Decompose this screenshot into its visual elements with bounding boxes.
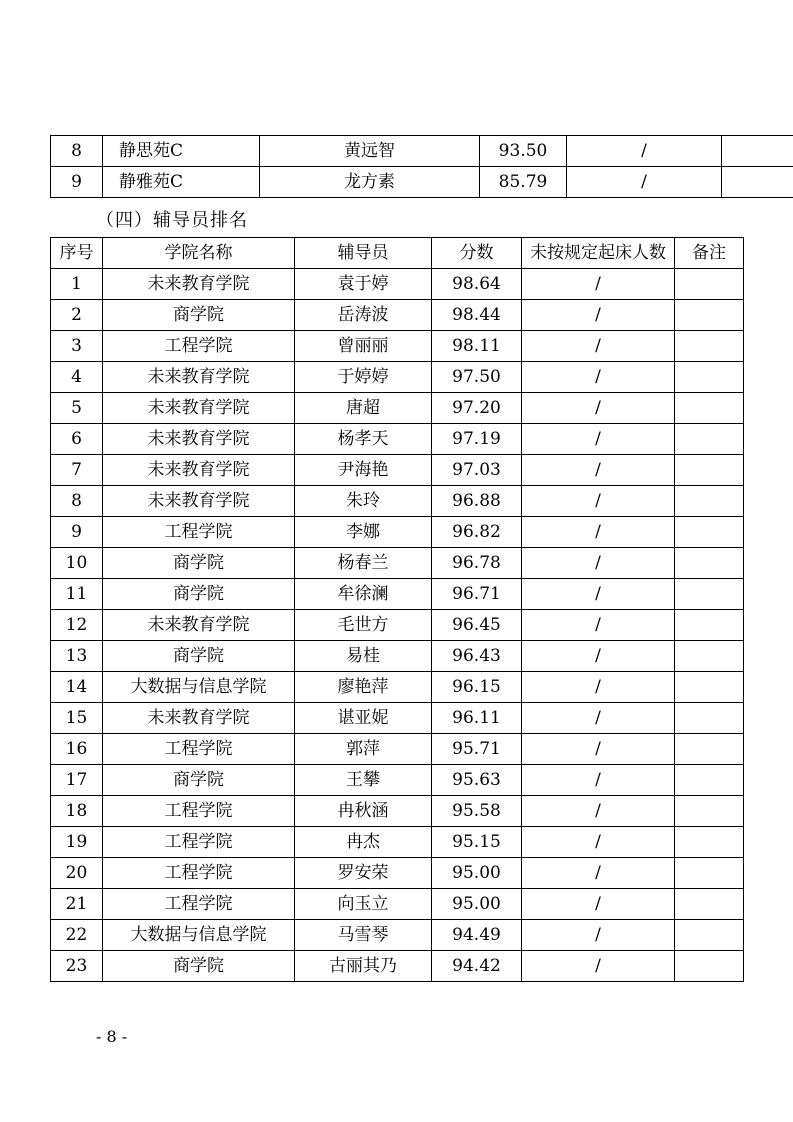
cell-note <box>722 167 793 198</box>
table-row <box>51 362 744 393</box>
cell-note <box>675 579 744 610</box>
cell-college: 工程学院 <box>103 889 295 920</box>
cell-counselor: 袁于婷 <box>295 269 432 300</box>
cell-note <box>675 393 744 424</box>
cell-count: / <box>522 858 675 889</box>
cell-college: 未来教育学院 <box>103 424 295 455</box>
cell-college: 未来教育学院 <box>103 486 295 517</box>
cell-counselor: 朱玲 <box>295 486 432 517</box>
cell-no: 20 <box>51 858 103 889</box>
table-row <box>51 486 744 517</box>
cell-no: 19 <box>51 827 103 858</box>
section-title: （四）辅导员排名 <box>96 210 248 231</box>
cell-counselor: 冉秋涵 <box>295 796 432 827</box>
cell-count: / <box>522 672 675 703</box>
cell-count: / <box>522 641 675 672</box>
cell-college: 工程学院 <box>103 858 295 889</box>
cell-score: 96.45 <box>432 610 522 641</box>
cell-note <box>675 517 744 548</box>
cell-score: 95.58 <box>432 796 522 827</box>
cell-counselor: 谌亚妮 <box>295 703 432 734</box>
table-row <box>51 734 744 765</box>
cell-college: 商学院 <box>103 548 295 579</box>
cell-score: 95.15 <box>432 827 522 858</box>
cell-score: 97.03 <box>432 455 522 486</box>
cell-counselor: 杨孝天 <box>295 424 432 455</box>
cell-note <box>675 827 744 858</box>
cell-count: / <box>522 951 675 982</box>
table-row <box>51 548 744 579</box>
cell-counselor: 马雪琴 <box>295 920 432 951</box>
cell-college: 大数据与信息学院 <box>103 672 295 703</box>
cell-college: 工程学院 <box>103 734 295 765</box>
cell-no: 3 <box>51 331 103 362</box>
cell-count: / <box>567 167 722 198</box>
cell-college: 工程学院 <box>103 331 295 362</box>
cell-note <box>675 703 744 734</box>
cell-counselor: 杨春兰 <box>295 548 432 579</box>
cell-count: / <box>522 827 675 858</box>
cell-count: / <box>522 486 675 517</box>
cell-college: 商学院 <box>103 951 295 982</box>
table-row <box>51 951 744 982</box>
cell-counselor: 易桂 <box>295 641 432 672</box>
cell-college: 商学院 <box>103 300 295 331</box>
cell-no: 8 <box>51 136 103 167</box>
cell-note <box>675 269 744 300</box>
cell-no: 14 <box>51 672 103 703</box>
cell-count: / <box>522 920 675 951</box>
cell-note <box>675 424 744 455</box>
cell-no: 9 <box>51 517 103 548</box>
cell-counselor: 古丽其乃 <box>295 951 432 982</box>
header-score: 分数 <box>432 238 522 269</box>
table-row <box>51 703 744 734</box>
cell-college: 未来教育学院 <box>103 610 295 641</box>
cell-college: 商学院 <box>103 579 295 610</box>
cell-no: 7 <box>51 455 103 486</box>
cell-note <box>675 300 744 331</box>
table-row <box>51 300 744 331</box>
cell-college: 未来教育学院 <box>103 393 295 424</box>
table-row <box>51 920 744 951</box>
cell-count: / <box>522 424 675 455</box>
cell-count: / <box>522 300 675 331</box>
cell-counselor: 罗安荣 <box>295 858 432 889</box>
cell-no: 15 <box>51 703 103 734</box>
cell-counselor: 李娜 <box>295 517 432 548</box>
page-number: - 8 - <box>96 1027 128 1046</box>
table-header-row <box>51 238 744 269</box>
cell-no: 12 <box>51 610 103 641</box>
cell-counselor: 廖艳萍 <box>295 672 432 703</box>
cell-score: 94.42 <box>432 951 522 982</box>
cell-no: 21 <box>51 889 103 920</box>
cell-note <box>675 889 744 920</box>
cell-counselor: 王攀 <box>295 765 432 796</box>
cell-score: 96.11 <box>432 703 522 734</box>
cell-no: 18 <box>51 796 103 827</box>
cell-counselor: 唐超 <box>295 393 432 424</box>
dormitory-table <box>50 135 793 198</box>
cell-no: 16 <box>51 734 103 765</box>
cell-score: 98.64 <box>432 269 522 300</box>
table-row <box>51 455 744 486</box>
table-row <box>51 517 744 548</box>
cell-counselor: 曾丽丽 <box>295 331 432 362</box>
cell-no: 5 <box>51 393 103 424</box>
cell-score: 96.71 <box>432 579 522 610</box>
cell-score: 96.78 <box>432 548 522 579</box>
counselor-ranking-table <box>50 237 744 982</box>
cell-count: / <box>522 362 675 393</box>
cell-count: / <box>522 331 675 362</box>
cell-no: 4 <box>51 362 103 393</box>
cell-score: 95.00 <box>432 858 522 889</box>
cell-no: 6 <box>51 424 103 455</box>
cell-note <box>675 796 744 827</box>
cell-note <box>675 765 744 796</box>
cell-count: / <box>522 796 675 827</box>
table-row <box>51 889 744 920</box>
cell-college: 工程学院 <box>103 796 295 827</box>
cell-no: 9 <box>51 167 103 198</box>
cell-note <box>675 331 744 362</box>
cell-person: 龙方素 <box>260 167 480 198</box>
cell-count: / <box>522 765 675 796</box>
cell-score: 95.71 <box>432 734 522 765</box>
cell-score: 98.11 <box>432 331 522 362</box>
cell-note <box>675 920 744 951</box>
cell-score: 96.82 <box>432 517 522 548</box>
cell-counselor: 向玉立 <box>295 889 432 920</box>
cell-count: / <box>522 269 675 300</box>
header-counselor: 辅导员 <box>295 238 432 269</box>
cell-count: / <box>522 517 675 548</box>
cell-score: 95.63 <box>432 765 522 796</box>
table-row <box>51 610 744 641</box>
cell-score: 95.00 <box>432 889 522 920</box>
table-row <box>51 424 744 455</box>
cell-name: 静雅苑C <box>103 167 260 198</box>
header-note: 备注 <box>675 238 744 269</box>
cell-person: 黄远智 <box>260 136 480 167</box>
cell-score: 96.15 <box>432 672 522 703</box>
cell-score: 96.88 <box>432 486 522 517</box>
cell-college: 未来教育学院 <box>103 362 295 393</box>
cell-no: 13 <box>51 641 103 672</box>
cell-note <box>675 951 744 982</box>
table-row <box>51 579 744 610</box>
cell-note <box>675 548 744 579</box>
cell-no: 2 <box>51 300 103 331</box>
cell-college: 大数据与信息学院 <box>103 920 295 951</box>
cell-counselor: 于婷婷 <box>295 362 432 393</box>
cell-counselor: 毛世方 <box>295 610 432 641</box>
cell-college: 商学院 <box>103 641 295 672</box>
table-row <box>51 331 744 362</box>
table-row <box>51 167 793 198</box>
cell-counselor: 郭萍 <box>295 734 432 765</box>
cell-no: 23 <box>51 951 103 982</box>
cell-score: 97.19 <box>432 424 522 455</box>
table-row <box>51 827 744 858</box>
cell-college: 未来教育学院 <box>103 269 295 300</box>
table-row <box>51 858 744 889</box>
cell-note <box>675 362 744 393</box>
cell-note <box>675 486 744 517</box>
cell-score: 96.43 <box>432 641 522 672</box>
cell-count: / <box>567 136 722 167</box>
cell-count: / <box>522 548 675 579</box>
cell-college: 工程学院 <box>103 827 295 858</box>
cell-counselor: 冉杰 <box>295 827 432 858</box>
cell-count: / <box>522 579 675 610</box>
cell-counselor: 尹海艳 <box>295 455 432 486</box>
cell-college: 未来教育学院 <box>103 703 295 734</box>
cell-score: 85.79 <box>480 167 567 198</box>
cell-count: / <box>522 889 675 920</box>
cell-count: / <box>522 455 675 486</box>
cell-no: 11 <box>51 579 103 610</box>
cell-note <box>722 136 793 167</box>
cell-counselor: 牟徐澜 <box>295 579 432 610</box>
cell-score: 98.44 <box>432 300 522 331</box>
cell-no: 8 <box>51 486 103 517</box>
table-row <box>51 136 793 167</box>
cell-no: 17 <box>51 765 103 796</box>
cell-score: 97.20 <box>432 393 522 424</box>
table-row <box>51 672 744 703</box>
header-college: 学院名称 <box>103 238 295 269</box>
cell-score: 94.49 <box>432 920 522 951</box>
cell-note <box>675 734 744 765</box>
cell-note <box>675 610 744 641</box>
cell-college: 未来教育学院 <box>103 455 295 486</box>
cell-no: 1 <box>51 269 103 300</box>
cell-note <box>675 455 744 486</box>
table-row <box>51 393 744 424</box>
cell-name: 静思苑C <box>103 136 260 167</box>
header-no: 序号 <box>51 238 103 269</box>
table-row <box>51 765 744 796</box>
table-row <box>51 641 744 672</box>
table-row <box>51 269 744 300</box>
cell-score: 97.50 <box>432 362 522 393</box>
cell-college: 商学院 <box>103 765 295 796</box>
cell-count: / <box>522 610 675 641</box>
cell-no: 10 <box>51 548 103 579</box>
cell-no: 22 <box>51 920 103 951</box>
cell-counselor: 岳涛波 <box>295 300 432 331</box>
cell-score: 93.50 <box>480 136 567 167</box>
cell-note <box>675 858 744 889</box>
table-row <box>51 796 744 827</box>
cell-count: / <box>522 393 675 424</box>
cell-count: / <box>522 703 675 734</box>
cell-count: / <box>522 734 675 765</box>
cell-note <box>675 672 744 703</box>
cell-note <box>675 641 744 672</box>
cell-college: 工程学院 <box>103 517 295 548</box>
header-count: 未按规定起床人数 <box>522 238 675 269</box>
